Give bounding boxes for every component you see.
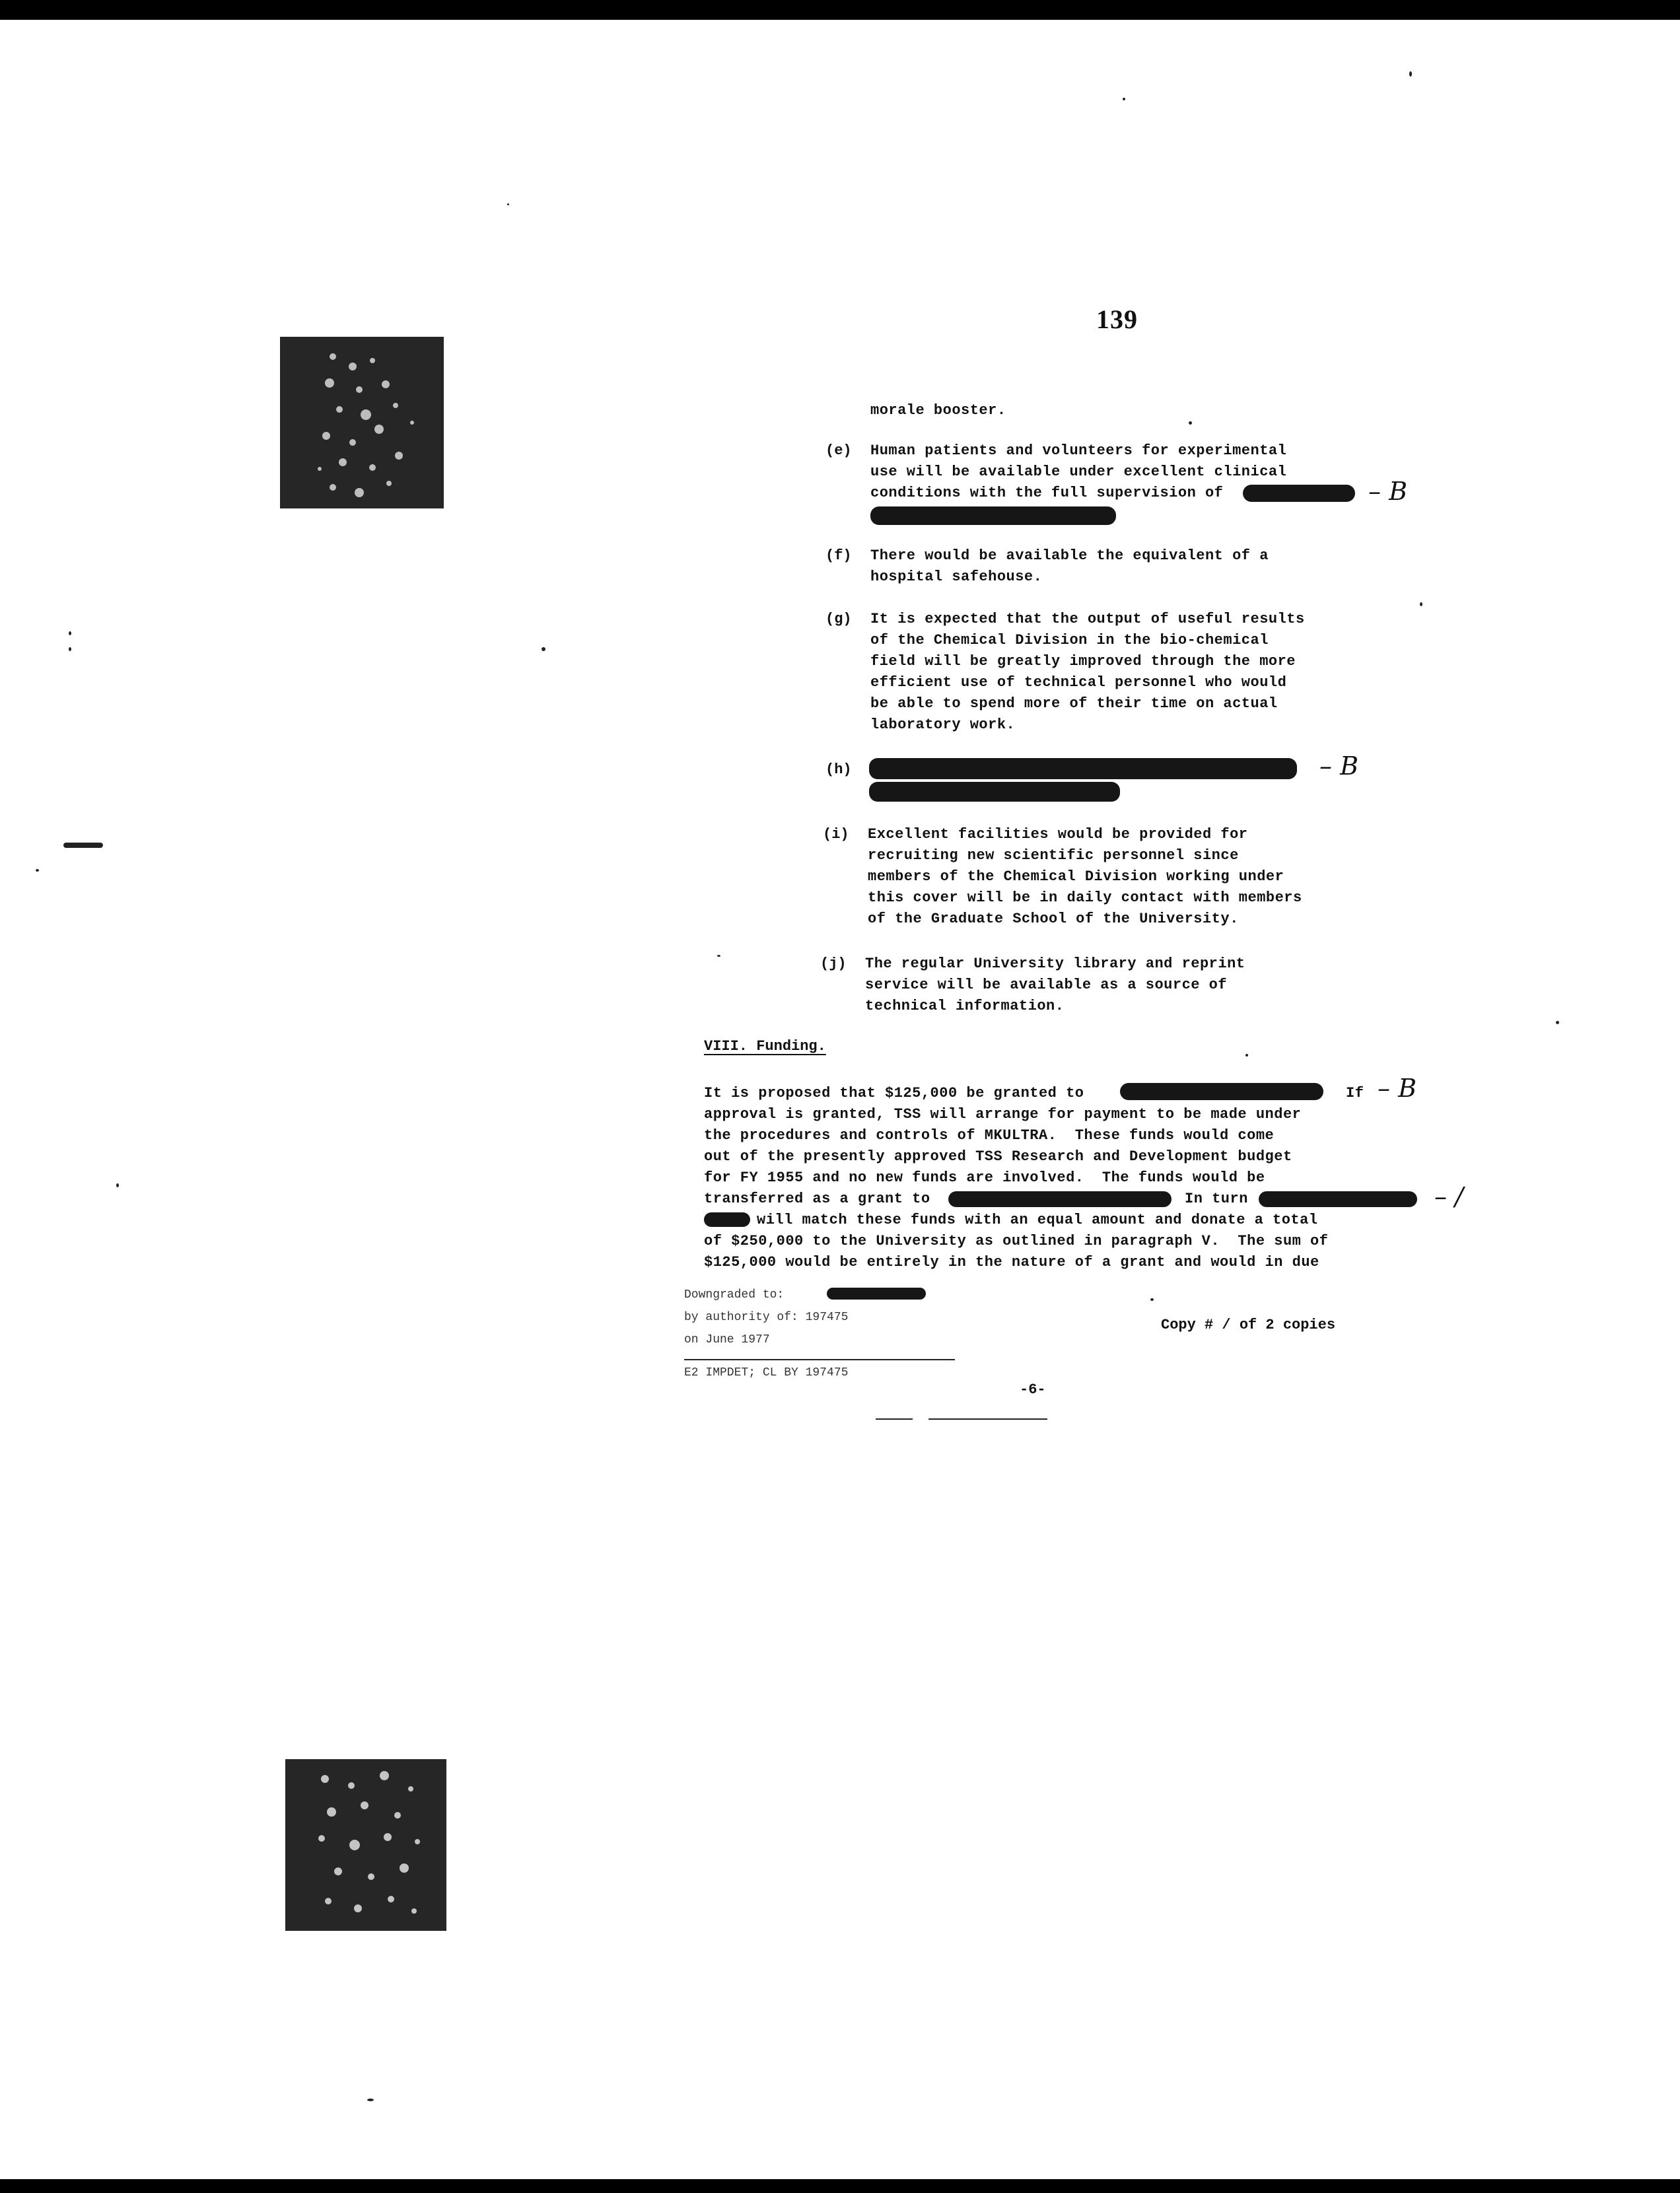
redaction (869, 782, 1120, 802)
speck (717, 955, 720, 957)
item-label-g: (g) (825, 611, 852, 627)
speck (1189, 421, 1192, 425)
margin-mark: – B (1319, 751, 1359, 781)
authority-line: by authority of: 197475 (684, 1311, 849, 1324)
speck (1123, 98, 1125, 100)
text-line: $125,000 would be entirely in the nature of a grant and would in due (704, 1254, 1319, 1271)
text-line: laboratory work. (870, 716, 1016, 733)
margin-mark: – / (1434, 1182, 1463, 1211)
speck (36, 869, 39, 872)
item-label-f: (f) (825, 547, 852, 564)
date-line: on June 1977 (684, 1333, 770, 1346)
text-line: use will be available under excellent clinical (870, 464, 1287, 480)
text-line: service will be available as a source of (865, 977, 1228, 993)
speck (367, 2099, 374, 2101)
page-marker: -6- (1020, 1381, 1046, 1398)
text-line: transferred as a grant to (704, 1191, 930, 1207)
text-line: morale booster. (870, 402, 1006, 419)
text-line: be able to spend more of their time on actual (870, 695, 1278, 712)
text-line: It is expected that the output of useful results (870, 611, 1305, 627)
speck (542, 647, 545, 651)
speck (1150, 1298, 1154, 1301)
item-label-e: (e) (825, 442, 852, 459)
scan-blot-bottom (285, 1759, 446, 1931)
text-line: will match these funds with an equal amount and donate a total (757, 1212, 1318, 1228)
text-line: of the Graduate School of the University. (868, 911, 1239, 927)
text-line: There would be available the equivalent of a (870, 547, 1269, 564)
text-line: Human patients and volunteers for experimental (870, 442, 1287, 459)
text-line: the procedures and controls of MKULTRA. These funds would come (704, 1127, 1275, 1144)
speck (1556, 1021, 1559, 1024)
speck (116, 1183, 119, 1187)
redaction (869, 758, 1297, 779)
bottom-rule (928, 1418, 1047, 1420)
text-line: Excellent facilities would be provided for (868, 826, 1248, 843)
speck (69, 631, 71, 635)
text-line: If (1346, 1085, 1364, 1101)
margin-mark: – B (1378, 1074, 1417, 1103)
text-line: of the Chemical Division in the bio-chemical (870, 632, 1269, 648)
text-line: hospital safehouse. (870, 569, 1043, 585)
speck (1420, 602, 1422, 606)
redaction (1259, 1191, 1417, 1207)
redaction (948, 1191, 1172, 1207)
text-line: this cover will be in daily contact with members (868, 889, 1302, 906)
speck (1409, 71, 1412, 77)
redaction (704, 1212, 750, 1227)
redaction (870, 506, 1116, 525)
text-line: The regular University library and reprint (865, 956, 1245, 972)
text-line: efficient use of technical personnel who would (870, 674, 1287, 691)
text-line: for FY 1955 and no new funds are involved. The funds would be (704, 1169, 1265, 1186)
text-line: recruiting new scientific personnel since (868, 847, 1239, 864)
redaction (1243, 485, 1355, 502)
text-line: It is proposed that $125,000 be granted to (704, 1085, 1084, 1101)
item-label-h: (h) (825, 761, 852, 778)
text-line: approval is granted, TSS will arrange for payment to be made under (704, 1106, 1302, 1123)
scan-bottom-border (0, 2179, 1680, 2193)
classification-line: E2 IMPDET; CL BY 197475 (684, 1366, 849, 1379)
text-line: out of the presently approved TSS Research and Development budget (704, 1148, 1292, 1165)
text-line: members of the Chemical Division working under (868, 868, 1284, 885)
item-label-j: (j) (820, 956, 847, 972)
footer-rule (684, 1359, 955, 1360)
text-line: of $250,000 to the University as outlined in paragraph V. The sum of (704, 1233, 1329, 1249)
text-line: field will be greatly improved through the more (870, 653, 1296, 670)
margin-mark: – B (1368, 477, 1408, 506)
scan-top-border (0, 0, 1680, 20)
downgrade-line: Downgraded to: (684, 1288, 785, 1302)
speck (507, 203, 509, 205)
speck (1245, 1054, 1248, 1057)
speck (69, 647, 71, 651)
item-label-i: (i) (823, 826, 849, 843)
speck (63, 843, 103, 848)
copy-label: Copy # / of 2 copies (1161, 1317, 1336, 1333)
redaction (827, 1288, 926, 1300)
bottom-rule (876, 1418, 913, 1420)
text-line: In turn (1185, 1191, 1248, 1207)
page-number: 139 (1096, 304, 1138, 334)
text-line: conditions with the full supervision of (870, 485, 1224, 501)
section-heading: VIII. Funding. (704, 1038, 826, 1055)
text-line: technical information. (865, 998, 1065, 1014)
scan-blot-top (280, 337, 444, 508)
redaction (1120, 1083, 1323, 1100)
